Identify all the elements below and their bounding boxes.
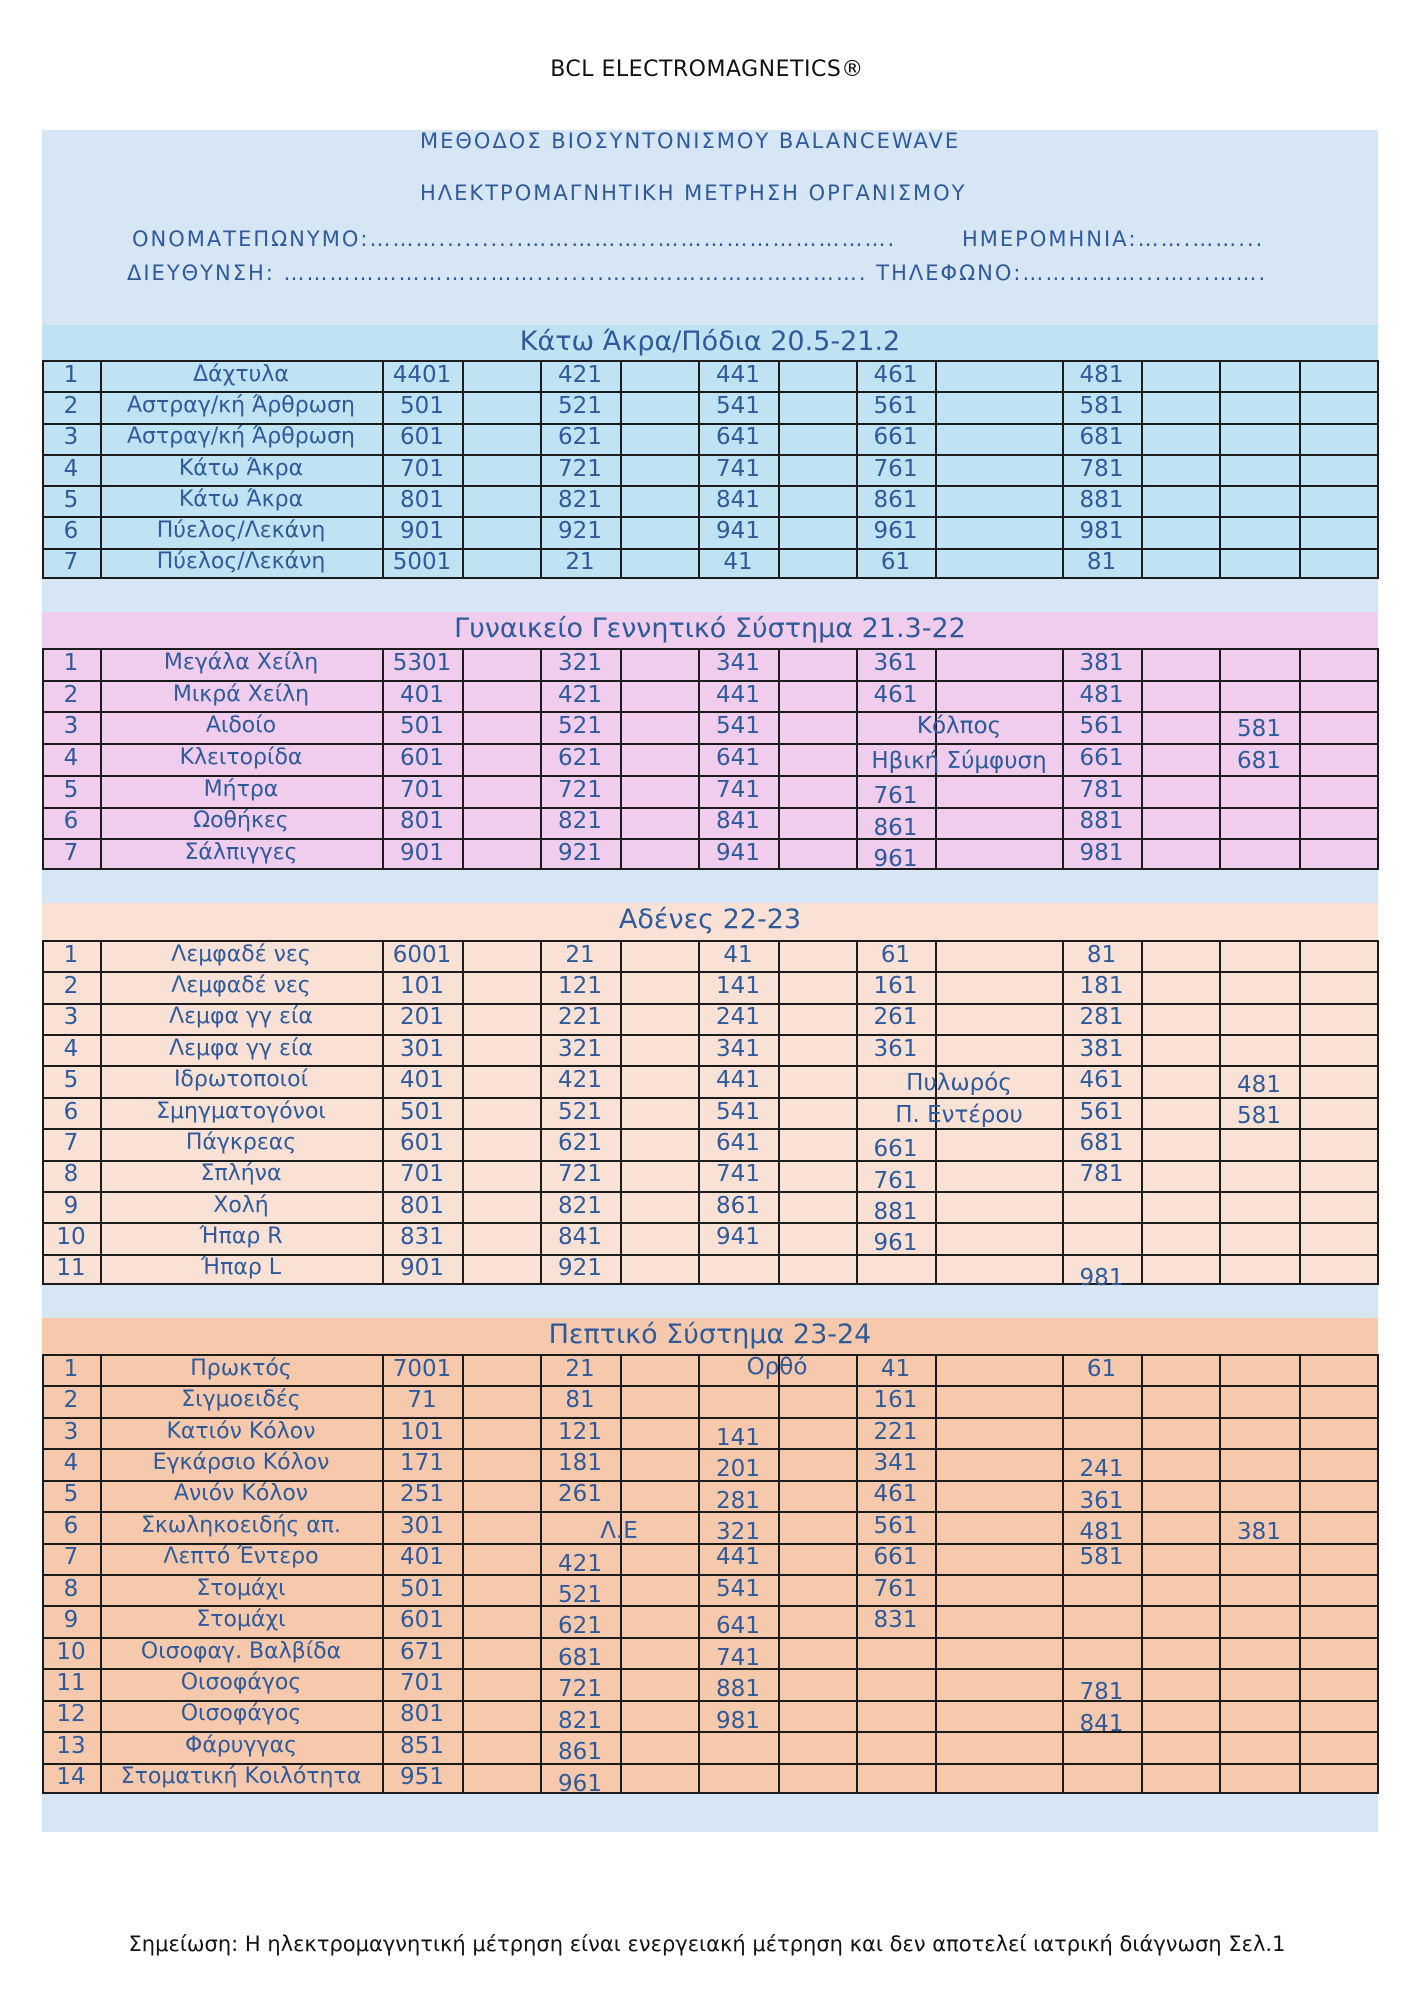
table-cell: 121 (558, 1418, 602, 1445)
table-cell: 981 (1079, 1264, 1124, 1291)
table-cell: 1 (63, 1355, 79, 1382)
table-cell: 561 (1079, 713, 1124, 740)
table-cell: 81 (565, 1387, 595, 1414)
column-divider (462, 940, 464, 1285)
table-cell: 14 (56, 1764, 86, 1791)
table-cell: 881 (716, 1676, 760, 1703)
table-cell: Αστραγ/κή Άρθρωση (127, 392, 355, 418)
table-cell: 881 (873, 1198, 918, 1225)
table-cell: 321 (716, 1519, 760, 1546)
table-cell: 421 (558, 361, 602, 388)
table-cell: 701 (400, 776, 444, 803)
table-cell: 701 (400, 455, 444, 482)
table-cell: 401 (400, 681, 444, 708)
table-cell: 10 (56, 1223, 86, 1250)
table-cell: 10 (56, 1638, 86, 1665)
table-cell: 501 (400, 1575, 444, 1602)
table-cell: 521 (558, 1098, 602, 1125)
table-cell: 61 (880, 941, 911, 968)
table-cell: 521 (558, 713, 602, 740)
table-cell: 301 (400, 1512, 444, 1539)
table-cell: 841 (558, 1223, 602, 1250)
column-divider (1299, 940, 1301, 1285)
table-cell: Στοματική Κοιλότητα (120, 1764, 362, 1790)
table-cell: 761 (873, 1575, 918, 1602)
table-cell: 581 (1079, 1544, 1124, 1571)
table-cell: 461 (873, 681, 918, 708)
table-cell: 101 (400, 1418, 444, 1445)
table-cell: 901 (400, 518, 444, 545)
table-cell: 831 (400, 1223, 444, 1250)
table-cell: 21 (565, 549, 595, 576)
table-cell: Μήτρα (203, 776, 279, 802)
name-field: ΟΝΟΜΑΤΕΠΩΝΥΜΟ:………..........……………..…………………………. (132, 227, 897, 251)
table-cell: 5 (63, 1067, 79, 1094)
table-cell: 5 (63, 776, 79, 803)
table-cell: 941 (716, 1223, 760, 1250)
table-cell: 8 (63, 1575, 79, 1602)
table-cell: Ηβική Σύμφυση (871, 748, 1047, 775)
method-title: ΜΕΘΟΔΟΣ ΒΙΟΣΥΝΤΟΝΙΣΜΟΥ BALANCEWAVE (420, 129, 961, 153)
table-cell: 881 (1079, 808, 1124, 835)
table-cell: Πύελος/Λεκάνη (156, 549, 326, 575)
table-cell: 3 (63, 713, 79, 740)
table-cell: 561 (873, 1512, 918, 1539)
table-cell: 561 (1079, 1098, 1124, 1125)
section-title: Κάτω Άκρα/Πόδια 20.5-21.2 (519, 326, 901, 357)
table-cell: 4 (63, 1450, 79, 1476)
table-cell: 861 (873, 814, 918, 841)
table-cell: 681 (1079, 424, 1124, 451)
row-divider (42, 1792, 1379, 1794)
table-cell: 261 (558, 1481, 602, 1508)
table-cell: 661 (873, 1544, 918, 1571)
table-cell: 461 (1079, 1067, 1124, 1094)
table-cell: 681 (1237, 748, 1281, 775)
table-cell: 421 (558, 1550, 602, 1577)
table-cell: 3 (63, 1418, 79, 1445)
row-divider (42, 868, 1379, 870)
table-cell: 801 (400, 1701, 444, 1728)
table-cell: Ωοθήκες (193, 808, 289, 834)
table-cell: 141 (716, 1424, 760, 1451)
table-cell: Λεμφα γγ εία (169, 1035, 313, 1061)
table-cell: 821 (558, 486, 602, 513)
table-cell: 601 (400, 424, 444, 451)
date-field: ΗΜΕΡΟΜΗΝΙΑ:…….……... (962, 227, 1265, 251)
table-cell: 251 (400, 1481, 444, 1508)
table-cell: 7001 (392, 1355, 452, 1382)
table-cell: 281 (716, 1487, 760, 1514)
table-cell: 821 (558, 1192, 602, 1219)
table-cell: Πρωκτός (190, 1355, 292, 1381)
table-cell: 861 (716, 1192, 760, 1219)
table-cell: 741 (716, 776, 760, 803)
table-cell: 341 (873, 1450, 918, 1476)
table-cell: 3 (63, 424, 79, 451)
table-cell: 541 (716, 392, 760, 419)
table-cell: 161 (873, 1387, 918, 1414)
table-cell: 741 (716, 1644, 760, 1671)
table-cell: 581 (1079, 392, 1124, 419)
table-cell: 501 (400, 392, 444, 419)
table-cell: 7 (63, 1129, 79, 1156)
column-divider (1377, 940, 1379, 1285)
table-cell: 401 (400, 1067, 444, 1094)
table-cell: Πυλωρός (906, 1070, 1012, 1097)
table-cell: 981 (1079, 518, 1124, 545)
table-cell: 781 (1079, 1679, 1124, 1706)
table-cell: 601 (400, 1129, 444, 1156)
table-cell: 2 (63, 1387, 79, 1414)
table-cell: 481 (1079, 681, 1124, 708)
table-cell: 601 (400, 745, 444, 771)
table-cell: Δάχτυλα (193, 361, 289, 387)
table-cell: 741 (716, 455, 760, 482)
address-phone-field: ΔΙΕΥΘΥΝΣΗ: ……………………………........……………………………. ΤΗΛΕΦΩΝΟ:……………...…...……. (127, 261, 1268, 285)
section-title: Γυναικείο Γεννητικό Σύστημα 21.3-22 (454, 613, 966, 644)
table-cell: 11 (56, 1255, 86, 1282)
table-cell: 81 (1086, 941, 1117, 968)
table-cell: Λεμφαδέ νες (171, 941, 311, 967)
table-cell: Λεμφαδέ νες (171, 973, 311, 999)
table-cell: 381 (1079, 649, 1124, 676)
table-cell: Π. Εντέρου (895, 1101, 1023, 1128)
table-cell: 9 (63, 1192, 79, 1219)
table-cell: 21 (565, 941, 595, 968)
table-cell: 621 (558, 1129, 602, 1156)
table-cell: 781 (1079, 776, 1124, 803)
table-cell: 681 (1079, 1129, 1124, 1156)
table-cell: Κάτω Άκρα (178, 455, 304, 481)
table-cell: Λ.Ε (600, 1517, 638, 1544)
table-cell: 6 (63, 518, 79, 545)
table-cell: 981 (1079, 840, 1124, 867)
table-cell: 901 (400, 1255, 444, 1282)
table-cell: 441 (716, 681, 760, 708)
table-cell: 461 (873, 361, 918, 388)
table-cell: 6001 (392, 941, 452, 968)
row-divider (42, 1283, 1379, 1285)
table-cell: 421 (558, 1067, 602, 1094)
table-cell: 1 (63, 361, 79, 388)
table-cell: 621 (558, 424, 602, 451)
table-cell: 81 (1086, 549, 1117, 576)
table-cell: Εγκάρσιο Κόλον (152, 1450, 330, 1475)
table-cell: 7 (63, 549, 79, 576)
table-cell: Πάγκρεας (185, 1129, 297, 1155)
table-cell: 1 (63, 941, 79, 968)
table-cell: 2 (63, 392, 79, 419)
brand-title: BCL ELECTROMAGNETICS® (550, 57, 864, 82)
table-cell: 671 (400, 1638, 444, 1665)
table-cell: 921 (558, 1255, 602, 1282)
table-cell: 831 (873, 1607, 918, 1634)
table-cell: 8 (63, 1161, 79, 1188)
table-cell: 21 (565, 1355, 595, 1382)
table-cell: 381 (1079, 1035, 1124, 1062)
table-cell: Ήπαρ L (200, 1255, 282, 1281)
table-cell: Οισοφάγος (180, 1701, 302, 1727)
table-cell: 5 (63, 1481, 79, 1508)
table-cell: 641 (716, 424, 760, 451)
table-cell: 41 (880, 1355, 911, 1382)
table-cell: 261 (873, 1004, 918, 1031)
table-cell: 2 (63, 973, 79, 1000)
table-cell: 441 (716, 361, 760, 388)
table-cell: 961 (873, 518, 918, 545)
table-cell: 5001 (392, 549, 452, 576)
table-cell: 41 (723, 549, 753, 576)
table-cell: 6 (63, 808, 79, 835)
table-cell: 641 (716, 745, 760, 771)
table-cell: Κόλπος (916, 713, 1002, 740)
table-cell: 361 (873, 1035, 918, 1062)
table-cell: 171 (400, 1450, 444, 1476)
table-cell: Πύελος/Λεκάνη (156, 518, 326, 544)
measurement-title: ΗΛΕΚΤΡΟΜΑΓΝΗΤΙΚΗ ΜΕΤΡΗΣΗ ΟΡΓΑΝΙΣΜΟΥ (420, 181, 967, 205)
table-cell: 5 (63, 486, 79, 513)
table-cell: 841 (716, 808, 760, 835)
table-cell: 13 (56, 1732, 86, 1759)
table-cell: Μικρά Χείλη (172, 681, 310, 707)
table-cell: 681 (558, 1644, 602, 1671)
footnote: Σημείωση: Η ηλεκτρομαγνητική μέτρηση είναι ενεργειακή μέτρηση και δεν αποτελεί ιατρική διάγνωση Σελ.1 (128, 1932, 1286, 1956)
table-cell: 661 (1079, 745, 1124, 771)
table-cell: 401 (400, 1544, 444, 1571)
table-cell: 761 (873, 455, 918, 482)
female-reproductive-table (42, 648, 1379, 873)
table-cell: 661 (873, 1136, 918, 1163)
table-cell: 581 (1237, 716, 1281, 743)
table-cell: 161 (873, 973, 918, 1000)
table-cell: 241 (1079, 1456, 1124, 1483)
table-cell: 541 (716, 713, 760, 740)
table-cell: 141 (716, 973, 760, 1000)
table-cell: 951 (400, 1764, 444, 1791)
table-cell: Σμηγματογόνοι (156, 1098, 326, 1124)
table-cell: Αστραγ/κή Άρθρωση (127, 424, 355, 450)
table-cell: 501 (400, 1098, 444, 1125)
table-cell: 621 (558, 745, 602, 771)
table-cell: 201 (400, 1004, 444, 1031)
table-cell: 381 (1237, 1519, 1281, 1546)
table-cell: 521 (558, 392, 602, 419)
table-cell: 341 (716, 1035, 760, 1062)
table-cell: 521 (558, 1582, 602, 1608)
table-cell: 781 (1079, 455, 1124, 482)
table-cell: 481 (1237, 1071, 1281, 1098)
table-cell: Ιδρωτοποιοί (173, 1067, 309, 1093)
table-cell: 761 (873, 1167, 918, 1194)
table-cell: 221 (558, 1004, 602, 1031)
table-cell: 501 (400, 713, 444, 740)
table-cell: Σάλπιγγες (184, 840, 298, 866)
column-divider (778, 940, 780, 1285)
table-cell: 5301 (392, 649, 452, 676)
table-cell: 821 (558, 808, 602, 835)
table-cell: Μεγάλα Χείλη (163, 649, 319, 675)
table-cell: 841 (716, 486, 760, 513)
table-cell: 721 (558, 1161, 602, 1188)
table-cell: 201 (716, 1456, 760, 1483)
table-cell: 721 (558, 455, 602, 482)
table-cell: 3 (63, 1004, 79, 1031)
table-cell: Σιγμοειδές (181, 1387, 301, 1413)
table-cell: 581 (1237, 1103, 1281, 1130)
lower-limbs-table (42, 360, 1379, 579)
table-cell: 481 (1079, 361, 1124, 388)
table-cell: 6 (63, 1098, 79, 1125)
table-cell: 941 (716, 840, 760, 867)
table-cell: Ήπαρ R (199, 1223, 283, 1249)
table-cell: 2 (63, 681, 79, 708)
table-cell: 851 (400, 1732, 444, 1759)
glands-table (42, 940, 1379, 1291)
section-title: Αδένες 22-23 (618, 904, 802, 935)
table-cell: 361 (873, 649, 918, 676)
column-divider (620, 940, 622, 1285)
section-title: Πεπτικό Σύστημα 23-24 (548, 1319, 872, 1350)
table-cell: Αιδοίο (205, 713, 277, 739)
table-cell: Στομάχι (196, 1607, 286, 1633)
table-cell: 9 (63, 1607, 79, 1634)
table-cell: 601 (400, 1607, 444, 1634)
table-cell: Σκωληκοειδής απ. (140, 1512, 342, 1538)
table-cell: 61 (1086, 1355, 1117, 1382)
row-divider (42, 577, 1379, 579)
table-cell: 961 (558, 1770, 602, 1797)
table-cell: 441 (716, 1544, 760, 1571)
table-cell: Λεπτό Έντερο (163, 1544, 319, 1570)
table-cell: Στομάχι (196, 1575, 286, 1601)
table-cell: 561 (873, 392, 918, 419)
table-cell: 61 (880, 549, 911, 576)
table-cell: 841 (1079, 1710, 1124, 1737)
table-cell: 761 (873, 783, 918, 810)
digestive-table (42, 1354, 1379, 1797)
table-cell: 901 (400, 840, 444, 867)
table-cell: Σπλήνα (200, 1161, 282, 1187)
table-cell: 821 (558, 1707, 602, 1734)
table-cell: 961 (873, 1230, 918, 1257)
table-cell: Κλειτορίδα (179, 745, 303, 770)
table-cell: 321 (558, 1035, 602, 1062)
table-cell: 621 (558, 1613, 602, 1640)
table-cell: 4401 (392, 361, 452, 388)
table-cell: Λεμφα γγ εία (169, 1004, 313, 1030)
table-cell: 101 (400, 973, 444, 1000)
table-cell: Ανιόν Κόλον (173, 1481, 309, 1507)
table-cell: Ορθό (746, 1354, 808, 1381)
table-cell: 981 (716, 1707, 760, 1734)
table-cell: 801 (400, 486, 444, 513)
table-cell: 801 (400, 1192, 444, 1219)
table-cell: Οισοφαγ. Βαλβίδα (140, 1638, 342, 1664)
table-cell: 71 (407, 1387, 437, 1414)
table-cell: 11 (56, 1670, 86, 1696)
table-cell: 361 (1079, 1487, 1124, 1514)
table-cell: 421 (558, 681, 602, 708)
table-cell: 781 (1079, 1161, 1124, 1188)
table-cell: 721 (558, 1676, 602, 1703)
table-cell: 4 (63, 1035, 79, 1062)
table-cell: 441 (716, 1067, 760, 1094)
table-cell: Κάτω Άκρα (178, 486, 304, 512)
table-cell: Φάρυγγας (185, 1732, 297, 1758)
table-cell: 1 (63, 649, 79, 676)
table-cell: 641 (716, 1129, 760, 1156)
table-cell: 721 (558, 776, 602, 803)
table-cell: 861 (873, 486, 918, 513)
table-cell: 4 (63, 745, 79, 771)
table-cell: 461 (873, 1481, 918, 1508)
table-cell: 661 (873, 424, 918, 451)
column-divider (1141, 940, 1143, 1285)
table-cell: 181 (1079, 973, 1124, 1000)
table-cell: 12 (56, 1701, 86, 1728)
table-cell: 541 (716, 1575, 760, 1602)
table-cell: 6 (63, 1512, 79, 1539)
table-cell: 341 (716, 649, 760, 676)
table-cell: Οισοφάγος (180, 1670, 302, 1695)
table-cell: 881 (1079, 486, 1124, 513)
table-cell: 7 (63, 1544, 79, 1571)
table-cell: 481 (1079, 1519, 1124, 1546)
table-cell: 961 (873, 846, 918, 873)
table-cell: 301 (400, 1035, 444, 1062)
table-cell: 4 (63, 455, 79, 482)
table-cell: 701 (400, 1670, 444, 1696)
table-cell: 221 (873, 1418, 918, 1445)
table-cell: Χολή (213, 1192, 269, 1218)
table-cell: 7 (63, 840, 79, 867)
table-cell: 241 (716, 1004, 760, 1031)
table-cell: 801 (400, 808, 444, 835)
table-cell: 321 (558, 649, 602, 676)
table-cell: 641 (716, 1613, 760, 1640)
table-cell: Κατιόν Κόλον (166, 1418, 316, 1444)
table-cell: 921 (558, 518, 602, 545)
table-cell: 741 (716, 1161, 760, 1188)
table-cell: 541 (716, 1098, 760, 1125)
table-cell: 281 (1079, 1004, 1124, 1031)
table-cell: 41 (723, 941, 753, 968)
table-cell: 861 (558, 1739, 602, 1766)
table-cell: 701 (400, 1161, 444, 1188)
table-cell: 921 (558, 840, 602, 867)
table-cell: 181 (558, 1450, 602, 1476)
table-cell: 941 (716, 518, 760, 545)
table-cell: 121 (558, 973, 602, 1000)
